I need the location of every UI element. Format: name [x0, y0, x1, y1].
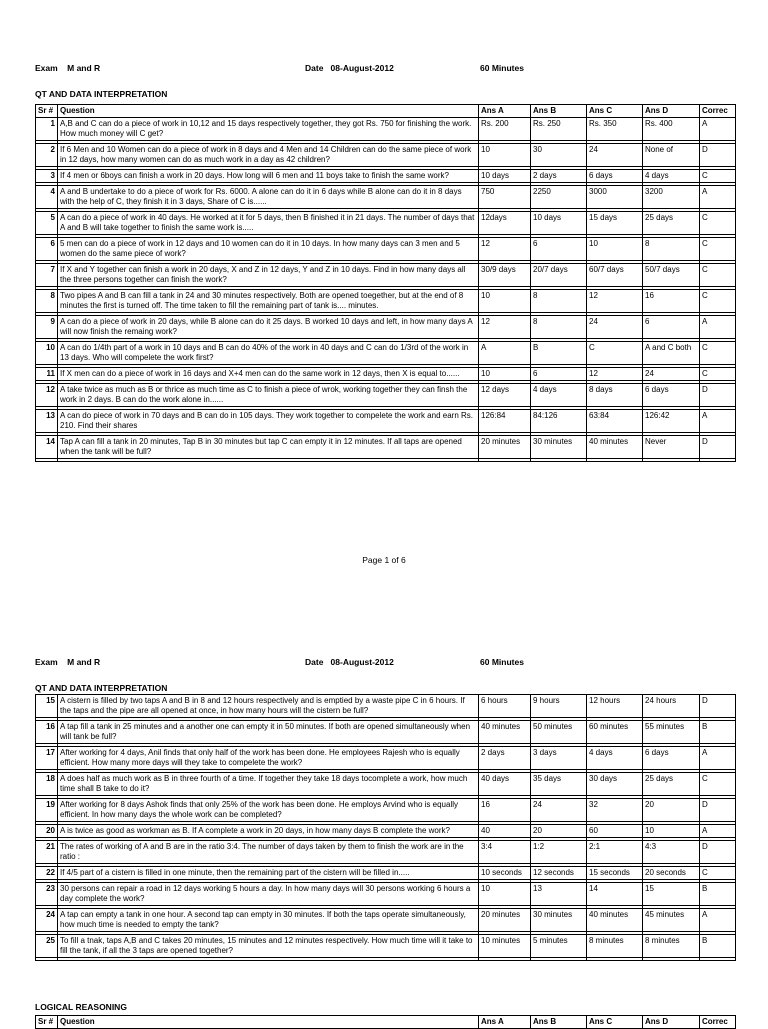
sr-number: 22 [36, 867, 58, 880]
answer-c: Rs. 350 [587, 118, 643, 141]
answer-a: 10 minutes [479, 935, 531, 958]
correct-answer: B [700, 883, 736, 906]
table-row [36, 186, 736, 209]
sr-number: 16 [36, 721, 58, 744]
correct-answer: B [700, 935, 736, 958]
column-header: Sr # [36, 105, 58, 118]
table-row [36, 410, 736, 433]
spacer-cell [36, 459, 58, 462]
answer-b: 30 minutes [531, 436, 587, 459]
section-title-logical: LOGICAL REASONING [35, 1002, 127, 1012]
sr-number: 10 [36, 342, 58, 365]
table-row [36, 883, 736, 906]
answer-c: 3000 [587, 186, 643, 209]
correct-answer: C [700, 264, 736, 287]
answer-a: 12 days [479, 384, 531, 407]
spacer-cell [58, 459, 479, 462]
answer-a: 10 [479, 883, 531, 906]
answer-d: 4 days [643, 170, 700, 183]
table-body [36, 118, 736, 462]
sr-number: 3 [36, 170, 58, 183]
question-table [35, 104, 736, 462]
answer-c: 12 [587, 290, 643, 313]
exam-duration: 60 Minutes [480, 657, 524, 667]
table-row [36, 144, 736, 167]
answer-d: 16 [643, 290, 700, 313]
table-row [36, 799, 736, 822]
answer-c: 30 days [587, 773, 643, 796]
correct-answer: D [700, 436, 736, 459]
column-header: Ans D [643, 1016, 700, 1029]
correct-answer: A [700, 747, 736, 770]
sr-number: 8 [36, 290, 58, 313]
sr-number: 2 [36, 144, 58, 167]
question-text: A,B and C can do a piece of work in 10,12 and 15 days respectively together, they got Rs. 750 for finishing the work. How much money will C get? [58, 118, 479, 141]
logical-table-header [35, 1015, 736, 1029]
answer-d: 6 days [643, 747, 700, 770]
correct-answer: A [700, 118, 736, 141]
answer-b: 30 minutes [531, 909, 587, 932]
correct-answer: B [700, 721, 736, 744]
spacer-cell [643, 459, 700, 462]
answer-b: 50 minutes [531, 721, 587, 744]
correct-answer: A [700, 186, 736, 209]
exam-date: Date 08-August-2012 [305, 657, 394, 667]
answer-a: 12days [479, 212, 531, 235]
sr-number: 9 [36, 316, 58, 339]
column-header: Ans D [643, 105, 700, 118]
answer-c: 8 minutes [587, 935, 643, 958]
table-row [36, 909, 736, 932]
answer-d: 50/7 days [643, 264, 700, 287]
answer-d: Never [643, 436, 700, 459]
correct-answer: D [700, 384, 736, 407]
sr-number: 4 [36, 186, 58, 209]
answer-b: 8 [531, 316, 587, 339]
section-title: QT AND DATA INTERPRETATION [35, 89, 168, 99]
table-row [36, 747, 736, 770]
answer-b: 20/7 days [531, 264, 587, 287]
correct-answer: D [700, 799, 736, 822]
column-header: Question [58, 105, 479, 118]
question-text: A tap can empty a tank in one hour. A second tap can empty in 30 minutes. If both the taps operate simultaneously, how much time is needed to empty the tank? [58, 909, 479, 932]
column-header: Correc [700, 1016, 736, 1029]
correct-answer: C [700, 238, 736, 261]
sr-number: 25 [36, 935, 58, 958]
sr-number: 7 [36, 264, 58, 287]
table-row [36, 368, 736, 381]
table-row [36, 695, 736, 718]
table-row [36, 384, 736, 407]
answer-b: 10 days [531, 212, 587, 235]
table-row [36, 342, 736, 365]
sr-number: 24 [36, 909, 58, 932]
table-row [36, 290, 736, 313]
question-text: A is twice as good as workman as B. If A complete a work in 20 days, in how many days B complete the work? [58, 825, 479, 838]
sr-number: 23 [36, 883, 58, 906]
answer-d: 10 [643, 825, 700, 838]
answer-b: B [531, 342, 587, 365]
page-footer: Page 1 of 6 [362, 555, 406, 565]
answer-d: 55 minutes [643, 721, 700, 744]
answer-d: 8 minutes [643, 935, 700, 958]
answer-a: 20 minutes [479, 909, 531, 932]
question-text: A take twice as much as B or thrice as much time as C to finish a piece of wrok, working together they can finsh the work in 2 days. B can do the work alone in...... [58, 384, 479, 407]
answer-b: 84:126 [531, 410, 587, 433]
answer-c: 8 days [587, 384, 643, 407]
sr-number: 14 [36, 436, 58, 459]
answer-a: 16 [479, 799, 531, 822]
answer-c: 15 days [587, 212, 643, 235]
sr-number: 17 [36, 747, 58, 770]
answer-d: A and C both [643, 342, 700, 365]
answer-b: 5 minutes [531, 935, 587, 958]
question-text: A can do 1/4th part of a work in 10 days and B can do 40% of the work in 40 days and C can do 1/3rd of the work in 13 days. Who will compelete the work first? [58, 342, 479, 365]
answer-c: 6 days [587, 170, 643, 183]
answer-c: 60/7 days [587, 264, 643, 287]
question-text: A can do piece of work in 70 days and B can do in 105 days. They work together to compelete the work and earn Rs. 210. Find their shares [58, 410, 479, 433]
answer-c: 60 minutes [587, 721, 643, 744]
answer-c: 40 minutes [587, 909, 643, 932]
question-text: The rates of working of A and B are in the ratio 3:4. The number of days taken by them to finish the work are in the ratio : [58, 841, 479, 864]
answer-d: 126:42 [643, 410, 700, 433]
column-header: Ans B [531, 105, 587, 118]
table-header-row [36, 105, 736, 118]
correct-answer: D [700, 144, 736, 167]
answer-a: 2 days [479, 747, 531, 770]
question-text: Tap A can fill a tank in 20 minutes, Tap B in 30 minutes but tap C can empty it in 12 minutes. If all taps are opened when the tank will be full? [58, 436, 479, 459]
exam-duration: 60 Minutes [480, 63, 524, 73]
correct-answer: C [700, 867, 736, 880]
table-row [36, 316, 736, 339]
sr-number: 1 [36, 118, 58, 141]
answer-c: 14 [587, 883, 643, 906]
answer-d: 45 minutes [643, 909, 700, 932]
answer-a: 10 [479, 368, 531, 381]
table-row [36, 841, 736, 864]
spacer-cell [479, 958, 531, 961]
answer-b: 4 days [531, 384, 587, 407]
spacer-cell [700, 958, 736, 961]
answer-b: 20 [531, 825, 587, 838]
sr-number: 21 [36, 841, 58, 864]
answer-b: 1:2 [531, 841, 587, 864]
column-header: Ans A [479, 1016, 531, 1029]
answer-d: 8 [643, 238, 700, 261]
table-body [36, 695, 736, 961]
answer-a: 12 [479, 238, 531, 261]
answer-b: 30 [531, 144, 587, 167]
answer-a: 20 minutes [479, 436, 531, 459]
answer-c: 2:1 [587, 841, 643, 864]
answer-a: 126:84 [479, 410, 531, 433]
correct-answer: C [700, 342, 736, 365]
answer-b: 6 [531, 368, 587, 381]
correct-answer: C [700, 773, 736, 796]
answer-b: Rs. 250 [531, 118, 587, 141]
correct-answer: C [700, 368, 736, 381]
correct-answer: D [700, 695, 736, 718]
table-row [36, 212, 736, 235]
column-header: Ans B [531, 1016, 587, 1029]
sr-number: 20 [36, 825, 58, 838]
answer-b: 35 days [531, 773, 587, 796]
table-row [36, 721, 736, 744]
section-title: QT AND DATA INTERPRETATION [35, 683, 168, 693]
question-text: If 4/5 part of a cistern is filled in one minute, then the remaining part of the cistern will be filled in..... [58, 867, 479, 880]
spacer-cell [643, 958, 700, 961]
sr-number: 13 [36, 410, 58, 433]
question-text: A can do a piece of work in 20 days, while B alone can do it 25 days. B worked 10 days and left, in how many days A will now finish the remaing work? [58, 316, 479, 339]
question-text: After working for 4 days, Anil finds that only half of the work has been done. He employees Rajesh who is equally efficient. How many more days will they take to compelete the work? [58, 747, 479, 770]
question-text: To fill a tnak, taps A,B and C takes 20 minutes, 15 minutes and 12 minutes respectively. How much time will it take to fill the tank, if all the 3 taps are opened together? [58, 935, 479, 958]
answer-d: 15 [643, 883, 700, 906]
question-text: A can do a piece of work in 40 days. He worked at it for 5 days, then B finished it in 21 days. The number of days that A and B will take together to finish the same work is..... [58, 212, 479, 235]
answer-b: 3 days [531, 747, 587, 770]
answer-b: 24 [531, 799, 587, 822]
exam-label: Exam M and R [35, 657, 101, 667]
answer-c: 63:84 [587, 410, 643, 433]
answer-a: 10 [479, 290, 531, 313]
answer-d: Rs. 400 [643, 118, 700, 141]
exam-date: Date 08-August-2012 [305, 63, 394, 73]
answer-d: 25 days [643, 212, 700, 235]
answer-b: 8 [531, 290, 587, 313]
spacer-cell [36, 958, 58, 961]
sr-number: 18 [36, 773, 58, 796]
table-row [36, 867, 736, 880]
spacer-cell [531, 958, 587, 961]
table-row [36, 436, 736, 459]
sr-number: 15 [36, 695, 58, 718]
table-row [36, 935, 736, 958]
column-header: Question [58, 1016, 479, 1029]
answer-d: 25 days [643, 773, 700, 796]
exam-label: Exam M and R [35, 63, 101, 73]
column-header: Ans C [587, 105, 643, 118]
sr-number: 12 [36, 384, 58, 407]
question-text: 5 men can do a piece of work in 12 days and 10 women can do it in 10 days. In how many days can 3 men and 5 women do the same piece of work? [58, 238, 479, 261]
answer-d: 4:3 [643, 841, 700, 864]
table-row [36, 825, 736, 838]
question-text: A and B undertake to do a piece of work for Rs. 6000. A alone can do it in 6 days while B alone can do it in 8 days with the help of C, they finish it in 3 days, Share of C is...... [58, 186, 479, 209]
answer-a: Rs. 200 [479, 118, 531, 141]
question-text: After working for 8 days Ashok finds that only 25% of the work has been done. He employs Arvind who is equally efficient. In how many days the whole work can be completed? [58, 799, 479, 822]
question-table [35, 694, 736, 961]
answer-a: 3:4 [479, 841, 531, 864]
answer-c: 40 minutes [587, 436, 643, 459]
answer-b: 6 [531, 238, 587, 261]
table-row [36, 170, 736, 183]
spacer-cell [58, 958, 479, 961]
question-text: If 4 men or 6boys can finish a work in 20 days. How long will 6 men and 11 boys take to finish the same work? [58, 170, 479, 183]
question-text: A does half as much work as B in three fourth of a time. If together they take 18 days tocomplete a work, how much time shall B take to do it? [58, 773, 479, 796]
answer-c: C [587, 342, 643, 365]
correct-answer: A [700, 410, 736, 433]
question-text: If X men can do a piece of work in 16 days and X+4 men can do the same work in 12 days, then X is equal to...... [58, 368, 479, 381]
sr-number: 11 [36, 368, 58, 381]
column-header: Correc [700, 105, 736, 118]
answer-a: 40 minutes [479, 721, 531, 744]
answer-a: A [479, 342, 531, 365]
correct-answer: A [700, 316, 736, 339]
table-row [36, 773, 736, 796]
answer-a: 10 seconds [479, 867, 531, 880]
answer-d: 6 [643, 316, 700, 339]
answer-d: 20 [643, 799, 700, 822]
answer-c: 12 hours [587, 695, 643, 718]
answer-c: 24 [587, 316, 643, 339]
answer-a: 40 [479, 825, 531, 838]
answer-c: 10 [587, 238, 643, 261]
answer-b: 12 seconds [531, 867, 587, 880]
answer-a: 12 [479, 316, 531, 339]
answer-a: 30/9 days [479, 264, 531, 287]
answer-d: 3200 [643, 186, 700, 209]
answer-c: 24 [587, 144, 643, 167]
answer-c: 60 [587, 825, 643, 838]
sr-number: 6 [36, 238, 58, 261]
answer-c: 4 days [587, 747, 643, 770]
answer-d: 6 days [643, 384, 700, 407]
spacer-cell [700, 459, 736, 462]
answer-b: 2250 [531, 186, 587, 209]
column-header: Sr # [36, 1016, 58, 1029]
answer-a: 10 days [479, 170, 531, 183]
row-spacer [36, 459, 736, 462]
spacer-cell [479, 459, 531, 462]
question-text: 30 persons can repair a road in 12 days working 5 hours a day. In how many days will 30 persons working 6 hours a day complete the work? [58, 883, 479, 906]
correct-answer: C [700, 212, 736, 235]
correct-answer: A [700, 825, 736, 838]
correct-answer: C [700, 170, 736, 183]
table-row [36, 238, 736, 261]
answer-d: 24 hours [643, 695, 700, 718]
sr-number: 5 [36, 212, 58, 235]
table-row [36, 118, 736, 141]
sr-number: 19 [36, 799, 58, 822]
question-text: If X and Y together can finish a work in 20 days, X and Z in 12 days, Y and Z in 10 days. Find in how many days all the three persons together can finish the work? [58, 264, 479, 287]
answer-c: 12 [587, 368, 643, 381]
row-spacer [36, 958, 736, 961]
correct-answer: D [700, 841, 736, 864]
answer-b: 9 hours [531, 695, 587, 718]
column-header: Ans C [587, 1016, 643, 1029]
correct-answer: A [700, 909, 736, 932]
answer-a: 750 [479, 186, 531, 209]
spacer-cell [587, 958, 643, 961]
correct-answer: C [700, 290, 736, 313]
answer-d: None of [643, 144, 700, 167]
answer-d: 20 seconds [643, 867, 700, 880]
answer-c: 15 seconds [587, 867, 643, 880]
answer-a: 6 hours [479, 695, 531, 718]
column-header: Ans A [479, 105, 531, 118]
answer-a: 40 days [479, 773, 531, 796]
spacer-cell [531, 459, 587, 462]
answer-b: 13 [531, 883, 587, 906]
answer-d: 24 [643, 368, 700, 381]
question-text: A tap fill a tank in 25 minutes and a another one can empty it in 50 minutes. If both are opened simultaneously when will tank be full? [58, 721, 479, 744]
spacer-cell [587, 459, 643, 462]
question-text: If 6 Men and 10 Women can do a piece of work in 8 days and 4 Men and 14 Children can do the same piece of work in 12 days, how many women can do as much work in a day as 42 children? [58, 144, 479, 167]
table-row [36, 264, 736, 287]
answer-b: 2 days [531, 170, 587, 183]
answer-a: 10 [479, 144, 531, 167]
question-text: A cistern is filled by two taps A and B in 8 and 12 hours respectively and is emptied by a waste pipe C in 6 hours. If the taps and the pipe are all opened at once, in how many hours will the cistern be full? [58, 695, 479, 718]
table-header-row [36, 1016, 736, 1029]
answer-c: 32 [587, 799, 643, 822]
question-text: Two pipes A and B can fill a tank in 24 and 30 minutes respectively. Both are opened toegether, but at the end of 8 minutes the first is turned off. The time taken to fill the remaining part of tank is.... minutes. [58, 290, 479, 313]
